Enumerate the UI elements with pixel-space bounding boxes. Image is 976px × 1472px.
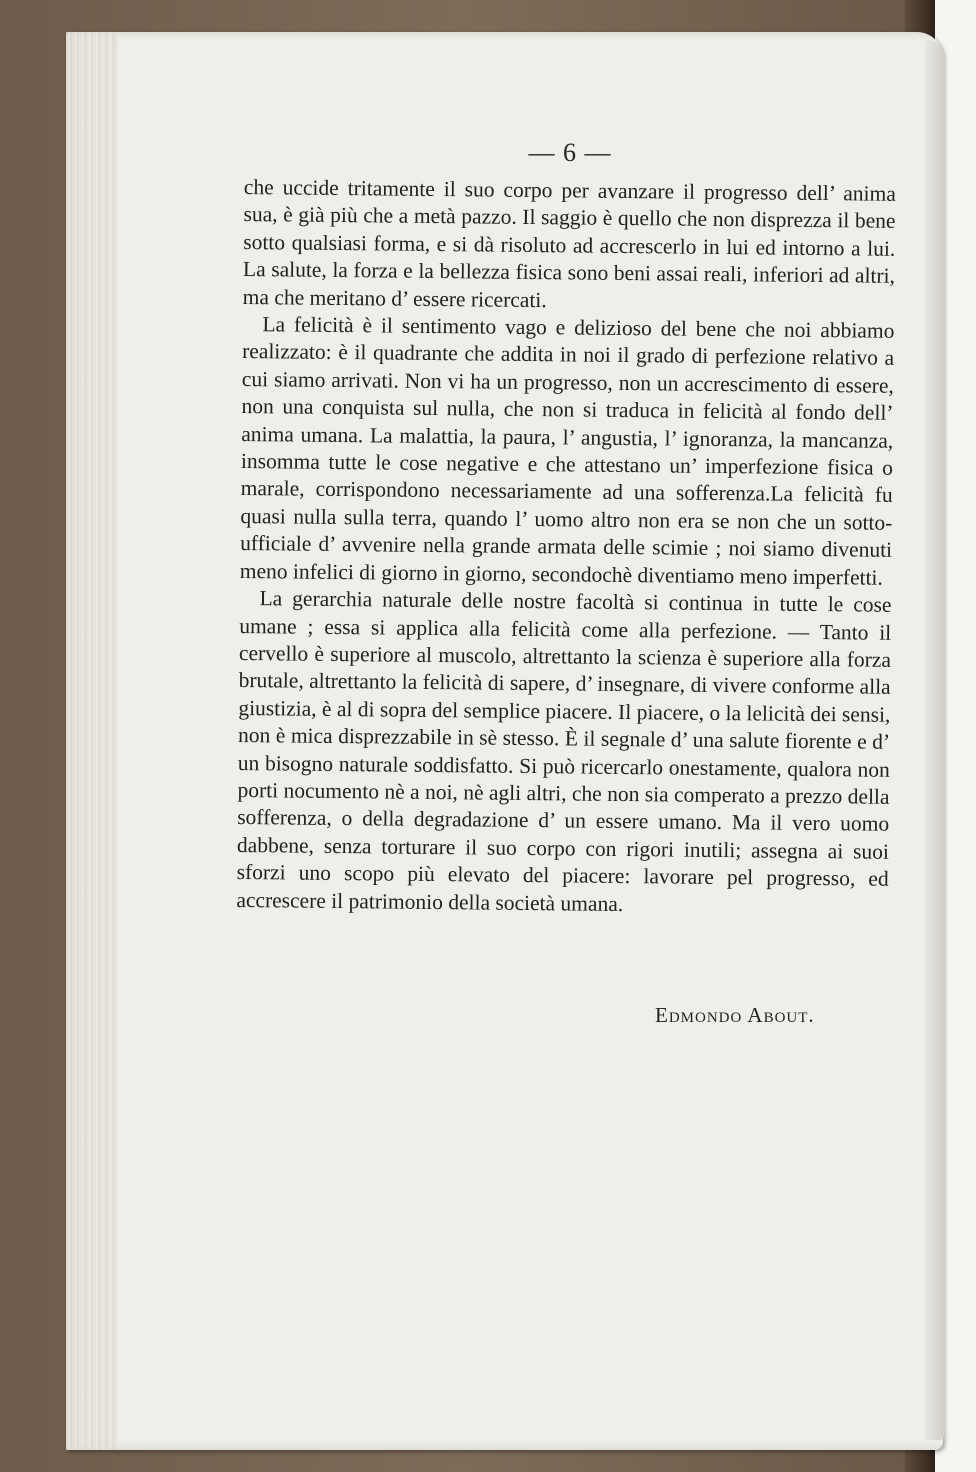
paragraph: La felicità è il sentimento vago e delizioso del bene che noi abbiamo realizzato: è il quadrante che addita in noi il grado di perfezione relativo a cui siamo arrivati. Non vi ha un progresso, non un accrescimento di essere, non una conquista sul nulla, che non si traduca in felicità al fondo dell’ anima umana. La malattia, la paura, l’ angustia, l’ ignoranza, la mancanza, insomma tutte le cose negative e che attestano un’ imperfezione fisica o marale, corrispondono necessariamente ad una sofferenza.La felicità fu quasi nulla sulla terra, quando l’ uomo altro non era se non che un sotto-ufficiale d’ avvenire nella grande armata delle scimie ; noi siamo divenuti meno infelici di giorno in giorno, secondochè diventiamo meno imperfetti. <box>239 312 895 590</box>
body-text <box>236 174 896 921</box>
page-fold-edge <box>925 40 945 1440</box>
paragraph: La gerarchia naturale delle nostre facoltà si continua in tutte le cose umane ; essa si applica alla felicità come alla perfezione. — Tanto il cervello è superiore al muscolo, altrettanto la scienza è superiore alla forza brutale, altrettanto la felicità di sapere, d’ insegnare, di vivere conforme alla giustizia, è al di sopra del semplice piacere. Il piacere, o la lelicità dei sensi, non è mica disprezzabile in sè stesso. È il segnale d’ una salute fiorente e d’ un bisogno naturale soddisfatto. Si può ricercarlo onestamente, qualora non porti nocumento nè a noi, nè agli altri, che non sia comperato a prezzo della sofferenza, o della degradazione d’ un essere umano. Ma il vero uomo dabbene, senza torturare il suo corpo con rigori inutili; assegna ai suoi sforzi uno scopo più elevato del piacere: lavorare pel progresso, ed accrescere il patrimonio della società umana. <box>236 586 892 916</box>
page-number: — 6 — <box>528 138 612 167</box>
author-signature: Edmondo About. <box>655 1003 815 1027</box>
paragraph: che uccide tritamente il suo corpo per avanzare il progresso dell’ anima sua, è già più che a metà pazzo. Il saggio è quello che non disprezza il bene sotto qualsiasi forma, e si dà risoluto ad accrescerlo in lui ed intorno a lui. La salute, la forza e la bellezza fisica sono beni assai reali, inferiori ad altri, ma che meritano d’ essere ricercati. <box>242 174 896 312</box>
page-gutter <box>66 32 118 1450</box>
